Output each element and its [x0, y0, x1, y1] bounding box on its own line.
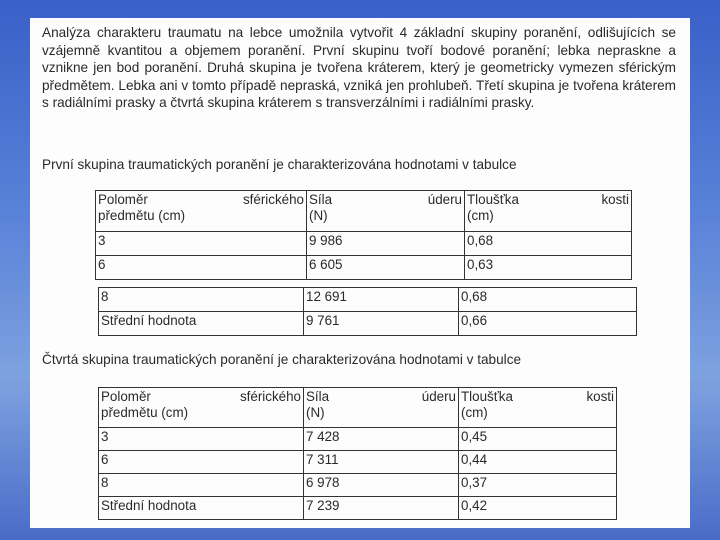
cell: 0,66	[459, 312, 637, 336]
table-row	[99, 428, 617, 451]
header-text: předmětu (cm)	[98, 208, 186, 223]
header-text: Síla	[306, 389, 330, 404]
header-text: kosti	[601, 192, 629, 207]
header-text: kosti	[586, 389, 614, 404]
header-text: Poloměr	[101, 389, 151, 404]
header-text: (N)	[309, 208, 328, 223]
table-row	[99, 288, 637, 312]
cell: 0,45	[459, 428, 617, 451]
cell: 0,63	[465, 256, 632, 280]
header-text: sférického	[239, 389, 301, 404]
cell: 9 761	[304, 312, 459, 336]
header-text: úderu	[421, 389, 456, 404]
table-row	[96, 256, 632, 280]
cell: 7 428	[304, 428, 459, 451]
cell: 6	[99, 451, 304, 474]
cell: 0,37	[459, 474, 617, 497]
header-text: Tloušťka	[467, 192, 519, 207]
table-row	[99, 451, 617, 474]
intro-paragraph: Analýza charakteru traumatu na lebce umožnila vytvořit 4 základní skupiny poranění, odlišujících se vzájemně kvantitou a objemem poranění. První skupinu tvoří bodové poranění; lebka nepraskne a vznikne jen bod poranění. Druhá skupina je tvořena kráterem, který je geometricky vymezen sférickým předmětem. Lebka ani v tomto případě nepraská, vzniká jen prohlubeň. Třetí skupina je tvořena kráterem s radiálními prasky a čtvrtá skupina kráterem s transverzálními i radiálními prasky.	[42, 25, 676, 111]
cell: 0,44	[459, 451, 617, 474]
cell: 8	[99, 474, 304, 497]
cell: 6 605	[307, 256, 465, 280]
header-text: (cm)	[467, 208, 494, 223]
cell: 6 978	[304, 474, 459, 497]
cell: 6	[96, 256, 307, 280]
header-text: (cm)	[461, 405, 488, 420]
table-row	[99, 497, 617, 520]
header-text: Tloušťka	[461, 389, 513, 404]
table-group1	[95, 190, 632, 280]
cell: 8	[99, 288, 304, 312]
scanned-page	[30, 18, 690, 528]
table-row	[99, 474, 617, 497]
table-group4	[98, 387, 617, 520]
header-text: úderu	[427, 192, 462, 207]
caption-group4: Čtvrtá skupina traumatických poranění je charakterizována hodnotami v tabulce	[42, 352, 522, 367]
cell: 0,68	[459, 288, 637, 312]
header-text: Poloměr	[98, 192, 148, 207]
cell: 0,68	[465, 232, 632, 256]
cell: 7 311	[304, 451, 459, 474]
cell: 9 986	[307, 232, 465, 256]
cell: 7 239	[304, 497, 459, 520]
header-text: sférického	[242, 192, 304, 207]
cell: 0,42	[459, 497, 617, 520]
table-header	[96, 191, 632, 232]
cell: 3	[96, 232, 307, 256]
table-header	[99, 388, 617, 428]
table-row	[99, 312, 637, 336]
header-text: (N)	[306, 405, 325, 420]
cell: Střední hodnota	[99, 312, 304, 336]
cell: 12 691	[304, 288, 459, 312]
cell: 3	[99, 428, 304, 451]
header-text: předmětu (cm)	[101, 405, 189, 420]
table-row	[96, 232, 632, 256]
header-text: Síla	[309, 192, 333, 207]
caption-group1: První skupina traumatických poranění je charakterizována hodnotami v tabulce	[42, 157, 517, 172]
table-group1-continued	[98, 287, 637, 336]
cell: Střední hodnota	[99, 497, 304, 520]
